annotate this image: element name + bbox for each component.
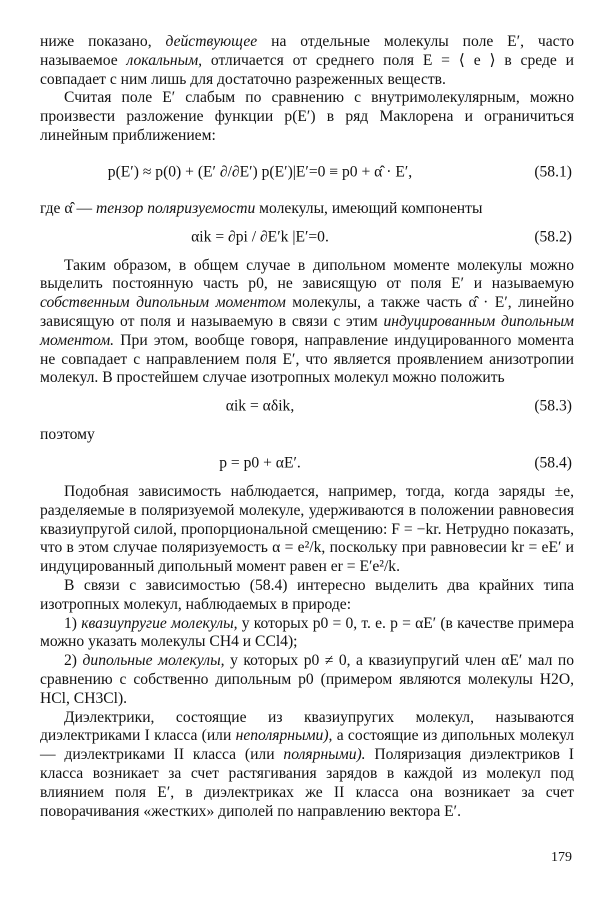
page-number: 179 [551, 850, 572, 865]
formula: p = p0 + αE′. [219, 454, 301, 472]
paragraph: В связи с зависимостью (58.4) интересно выделить два крайних типа изотропных молекул, наблюдаемых в природе: [40, 576, 574, 613]
text: ниже показано, [40, 33, 152, 50]
equation-number: (58.4) [534, 454, 572, 472]
paragraph [40, 257, 574, 389]
body-text [40, 33, 574, 821]
paragraph: поэтому [40, 426, 95, 444]
paragraph: Считая поле E′ слабым по сравнению с внутримолекулярным, можно произвести разложение функции p(E′) в ряд Маклорена и ограничиться линейным приближением: [40, 89, 574, 144]
italic-term: действующее [165, 33, 258, 50]
text: Таким образом, в общем случае в дипольном моменте молекулы можно выделить постоянную часть p0, не зависящую от поля E′ и называемую [40, 256, 574, 293]
formula: αik = ∂pi / ∂E′k |E′=0. [191, 228, 329, 246]
equation-number: (58.1) [534, 163, 572, 181]
equation-58-4 [40, 447, 574, 481]
text: 2) [64, 652, 77, 670]
italic-term: индуцированным дипольным моментом. [40, 312, 574, 349]
text: у которых p0 ≠ 0, а квазиупругий член αE′ мал по сравнению с собственно дипольным p0 (примером являются молекулы H2O, HCl, CH3Cl). [40, 652, 575, 707]
text: 1) [64, 614, 77, 632]
italic-term: тензор поляризуемости [95, 199, 256, 217]
text: молекулы, а также часть α̂ · E′, линейно зависящую от поля и называемую в связи с этим [40, 294, 574, 330]
italic-term: квазиупругие молекулы, [81, 614, 238, 632]
text: а состоящие из дипольных молекул — диэлектриками II класса (или [40, 727, 574, 764]
text: Поляризация диэлектриков I класса возникает за счет растягивания зарядов в каждой из молекул под влиянием поля E′, в диэлектриках же II класса она возникает за счет поворачивания «жестких» диполей по направлению вектора E′. [40, 746, 574, 820]
text: отличается от среднего поля E = ⟨ e ⟩ в среде и совпадает с ним лишь для достаточно разреженных веществ. [40, 51, 574, 88]
paragraph [40, 200, 574, 219]
equation-58-1 [40, 148, 574, 198]
formula: p(E′) ≈ p(0) + (E′ ∂/∂E′) p(E′)|E′=0 ≡ p0 + α̂ · E′, [107, 163, 413, 181]
paragraph [40, 709, 574, 822]
text: где α̂ — [40, 199, 93, 217]
italic-term: дипольные молекулы, [82, 652, 225, 670]
list-item [40, 615, 574, 653]
equation-number: (58.3) [534, 397, 572, 415]
italic-term: собственным дипольным моментом [40, 294, 286, 312]
equation-58-2 [40, 221, 574, 255]
text: молекулы, имеющий компоненты [259, 199, 483, 217]
text: на отдельные молекулы поле E′, часто называемое [40, 33, 574, 69]
formula: αik = αδik, [225, 397, 295, 415]
text: у которых p0 = 0, т. е. p = αE′ (в качестве примера можно указать молекулы CH4 и CCl4); [40, 614, 574, 651]
equation-58-3 [40, 390, 574, 424]
list-item [40, 652, 574, 708]
text: Диэлектрики, состоящие из квазиупругих молекул, называются диэлектриками I класса (или [40, 708, 574, 745]
paragraph: Подобная зависимость наблюдается, например, тогда, когда заряды ±e, разделяемые в поляризуемой молекуле, удерживаются в положении равновесия квазиупругой силой, пропорциональной смещению: F = −kr. Нетрудно показать, что в этом случае поляризуемость α = e²/k, поскольку при равновесии kr = eE′ и индуцированный дипольный момент равен er = E′e²/k. [40, 482, 574, 576]
italic-term: полярными). [283, 746, 366, 764]
italic-term: неполярными), [235, 727, 333, 745]
equation-number: (58.2) [534, 228, 572, 246]
paragraph [40, 33, 574, 89]
italic-term: локальным, [126, 51, 203, 69]
text: При этом, вообще говоря, направление индуцированного момента не совпадает с направлением поля E′, что является проявлением анизотропии молекул. В простейшем случае изотропных молекул можно положить [40, 331, 574, 387]
